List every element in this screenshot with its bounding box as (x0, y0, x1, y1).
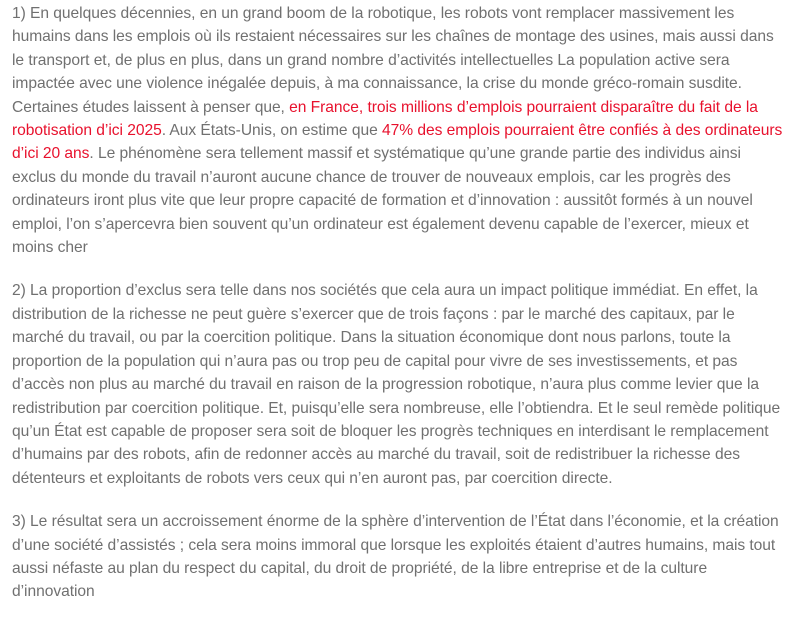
paragraph-3 (12, 510, 787, 604)
paragraph-1-text-b: . Aux États-Unis, on estime que (161, 122, 382, 140)
paragraph-1 (12, 2, 787, 259)
paragraph-1-text-c: . Le phénomène sera tellement massif et systématique qu’une grande partie des individus ainsi exclus du monde du travail n’auront aucune chance de trouver de nouveaux emplois, car les progrès des ordinateurs iront plus vite que leur propre capacité de formation et d’innovation : aussitôt formés à un nouvel emploi, l’on s’apercevra bien souvent qu’un ordinateur est également devenu capable de l’exercer, mieux et moins cher (12, 145, 753, 257)
article-body (12, 2, 787, 624)
highlight-france-jobs: en France, trois millions d’emplois pourraient disparaître du fait de la robotisation d’ici 2025 (12, 98, 758, 140)
highlight-us-jobs: 47% des emplois pourraient être confiés à des ordinateurs d’ici 20 ans (12, 122, 783, 163)
paragraph-1-text-a: 1) En quelques décennies, en un grand boom de la robotique, les robots vont remplacer massivement les humains dans les emplois où ils restaient nécessaires sur les chaînes de montage des usines, mais aussi dans le transport et, de plus en plus, dans un grand nombre d’activités intellectuelles La population active sera impactée avec une violence inégalée depuis, à ma connaissance, la crise du monde gréco-romain susdite. Certaines études laissent à penser que, (12, 5, 774, 116)
paragraph-2-text: 2) La proportion d’exclus sera telle dans nos sociétés que cela aura un impact politique immédiat. En effet, la distribution de la richesse ne peut guère s’exercer que de trois façons : par le marché des capitaux, par le marché du travail, ou par la coercition politique. Dans la situation économique dont nous parlons, toute la proportion de la population qui n’aura pas ou trop peu de capital pour vivre de ses investissements, et pas d’accès non plus au marché du travail en raison de la progression robotique, n’aura plus comme levier que la redistribution par coercition politique. Et, puisqu’elle sera nombreuse, elle l’obtiendra. Et le seul remède politique qu’un État est capable de proposer sera soit de bloquer les progrès techniques en interdisant le remplacement d’humains par des robots, afin de redonner accès au marché du travail, soit de redistribuer la richesse des détenteurs et exploitants de robots vers ceux qui n’en auront pas, par coercition directe. (12, 282, 781, 487)
paragraph-2 (12, 279, 787, 490)
paragraph-3-text: 3) Le résultat sera un accroissement énorme de la sphère d’intervention de l’État dans l’économie, et la création d’une société d’assistés ; cela sera moins immoral que lorsque les exploités étaient d’autres humains, mais tout aussi néfaste au plan du respect du capital, du droit de propriété, de la libre entreprise et de la culture d’innovation (12, 513, 779, 601)
